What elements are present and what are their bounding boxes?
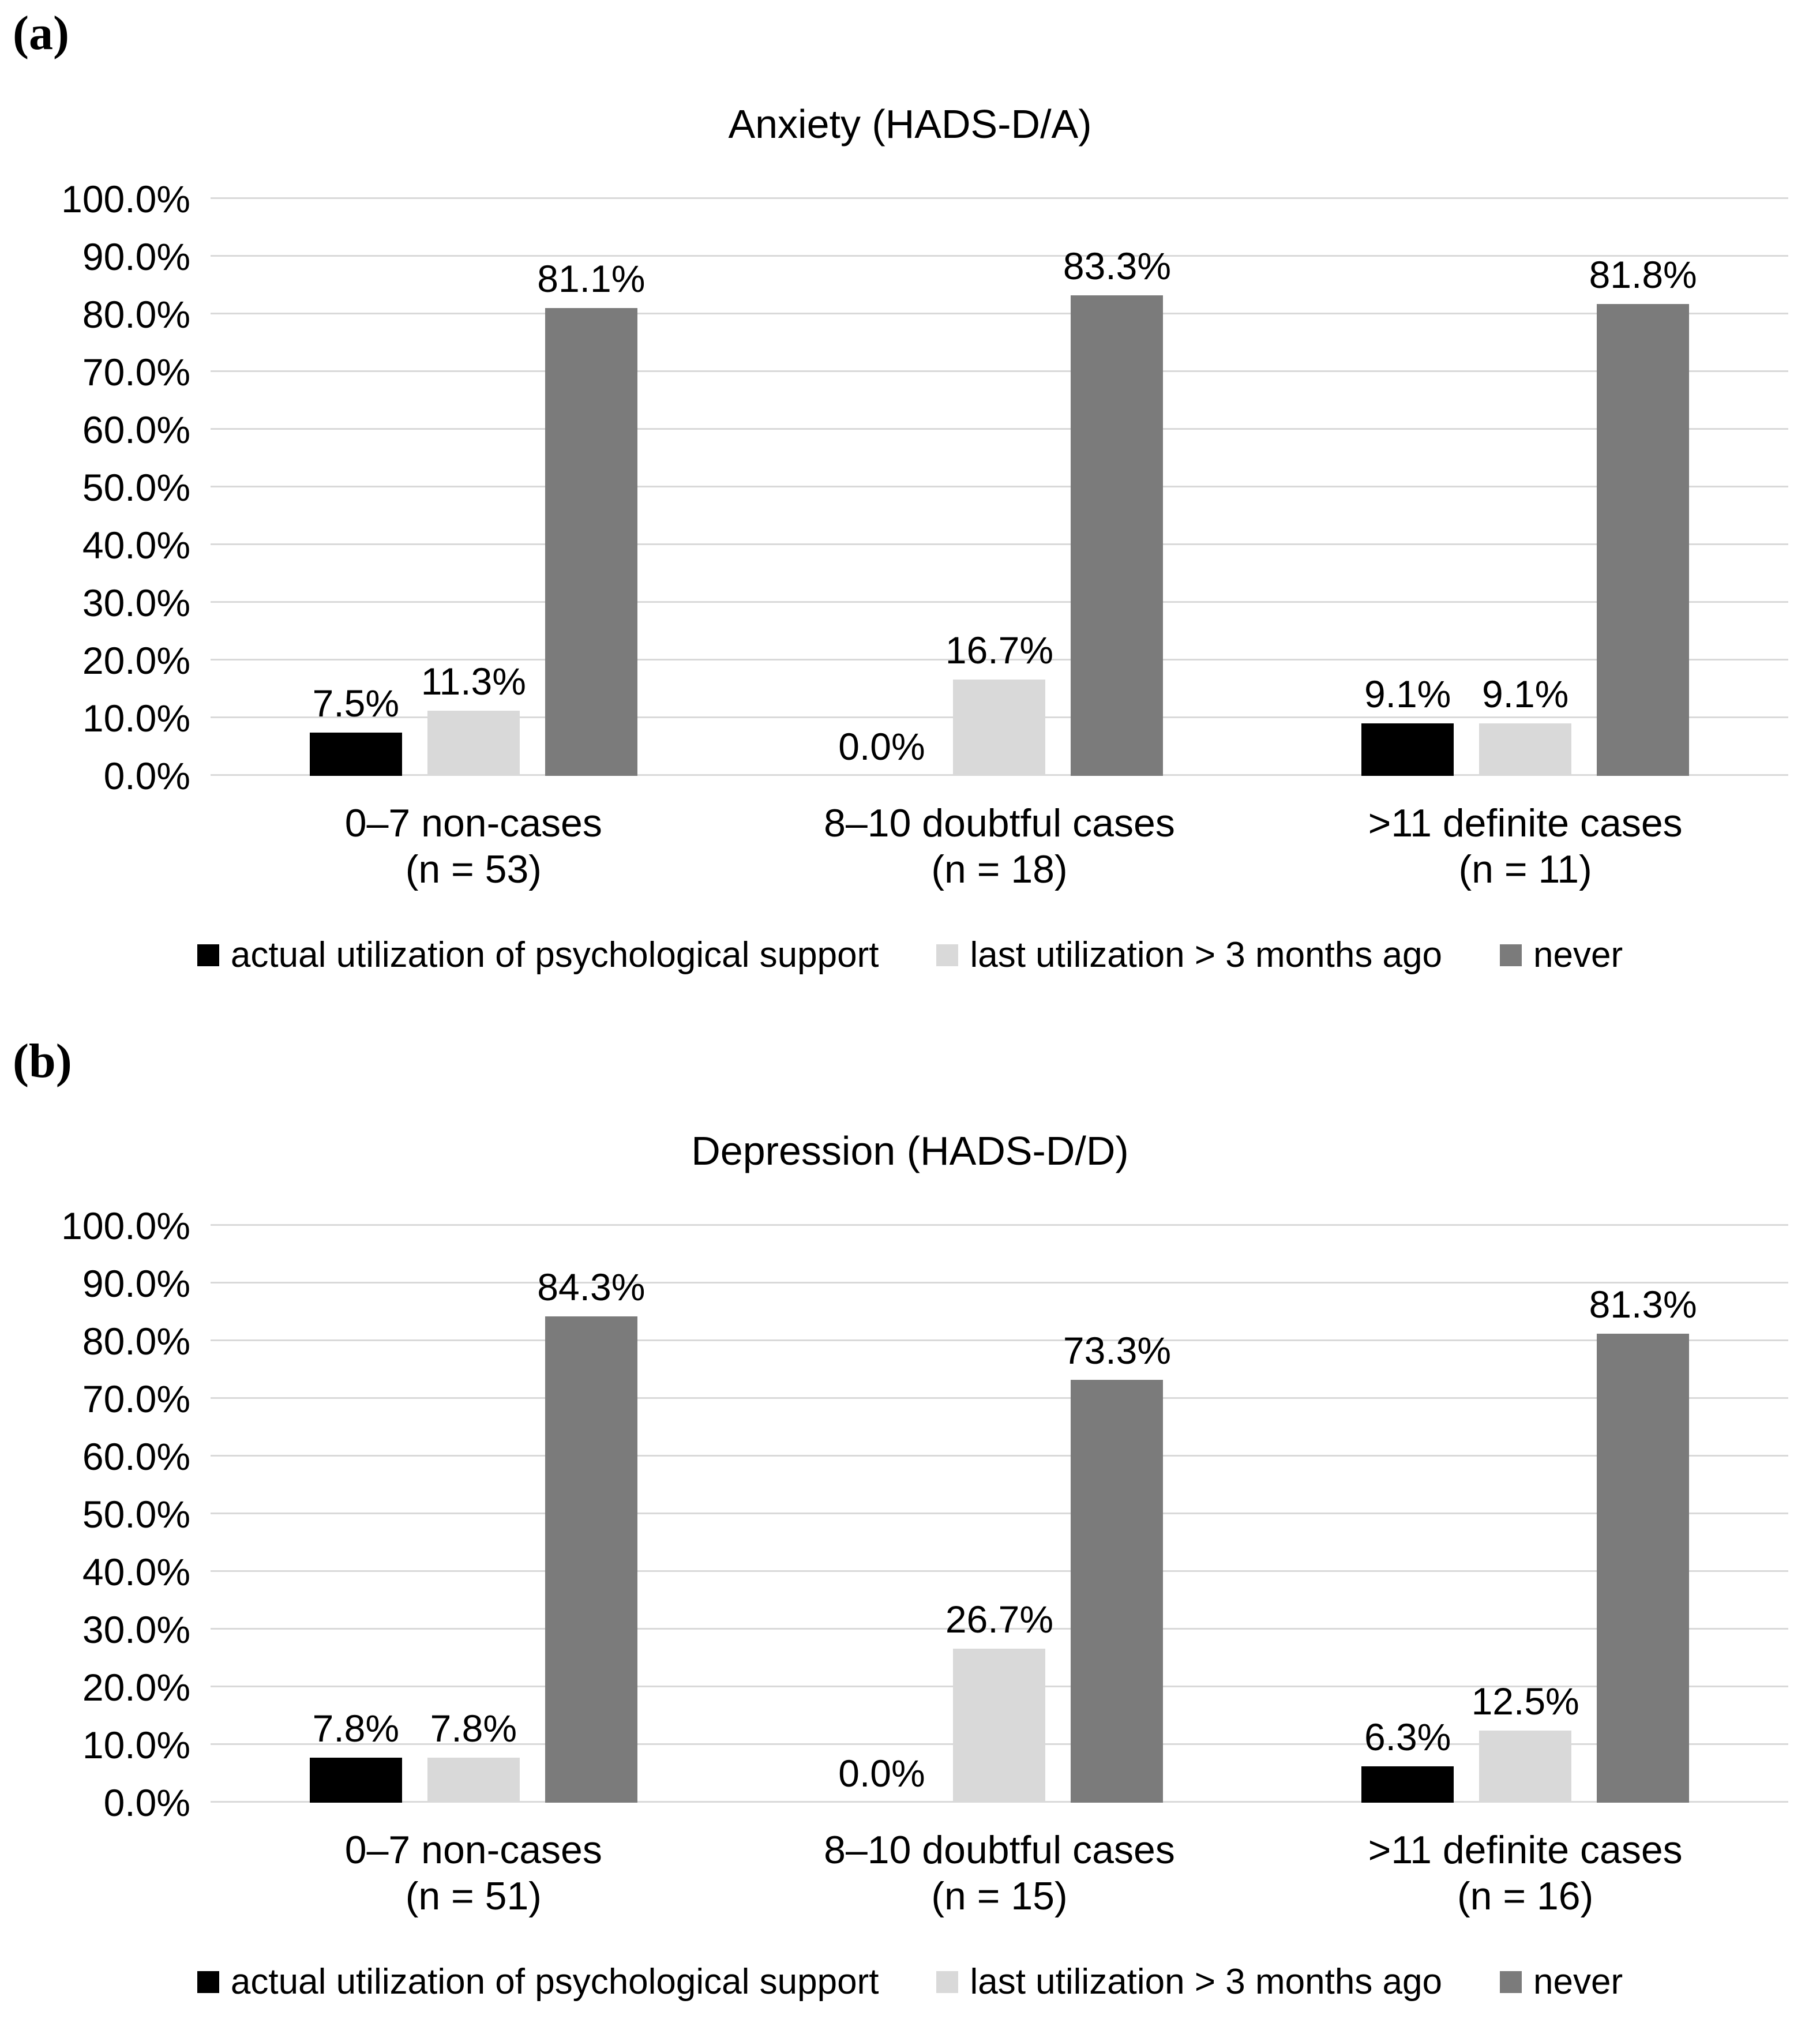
category-label (737, 800, 1263, 892)
legend-label: last utilization > 3 months ago (970, 1962, 1442, 2002)
category-label-line1: 0–7 non-cases (344, 801, 602, 845)
legend-item (936, 937, 1442, 973)
bar-last-utilization (427, 1707, 520, 1803)
legend-item (1500, 937, 1623, 973)
bar-value-label: 12.5% (1471, 1680, 1579, 1722)
category-label-line2: (n = 11) (1458, 847, 1592, 891)
y-tick-label: 30.0% (82, 1608, 190, 1651)
bar-never (1063, 245, 1172, 776)
bar-value-label: 84.3% (537, 1266, 646, 1308)
bar-group (211, 199, 737, 776)
legend-swatch (1500, 1971, 1522, 1993)
y-tick-label: 30.0% (82, 581, 190, 624)
y-tick-label: 10.0% (82, 697, 190, 740)
bar-last-utilization (945, 1598, 1054, 1803)
category-label-line1: 8–10 doubtful cases (824, 1828, 1175, 1872)
bar-value-label: 0.0% (838, 725, 925, 768)
category-label (1262, 1827, 1788, 1919)
category-label-line2: (n = 18) (931, 847, 1068, 891)
bar-value-label: 0.0% (838, 1752, 925, 1795)
bar-value-label: 6.3% (1364, 1716, 1451, 1758)
y-tick-label: 60.0% (82, 1435, 190, 1478)
legend-item (1500, 1964, 1623, 2000)
bar-never (537, 1266, 646, 1803)
category-label-line1: 8–10 doubtful cases (824, 801, 1175, 845)
y-tick-label: 70.0% (82, 351, 190, 393)
bar-group (1262, 199, 1788, 776)
category-label-line2: (n = 15) (931, 1874, 1068, 1918)
bar-never (537, 257, 646, 776)
legend-swatch (1500, 944, 1522, 966)
category-label-line2: (n = 16) (1457, 1874, 1594, 1918)
legend-label: never (1533, 1962, 1623, 2002)
y-tick-label: 90.0% (82, 235, 190, 278)
bar-value-label: 26.7% (945, 1598, 1054, 1641)
category-label (1262, 800, 1788, 892)
bar-actual-utilization (310, 682, 402, 776)
y-tick-label: 50.0% (82, 1493, 190, 1536)
bar-never (1589, 1283, 1697, 1803)
legend-label: actual utilization of psychological support (230, 1962, 879, 2002)
bar-group (1262, 1226, 1788, 1803)
y-tick-label: 0.0% (103, 755, 190, 797)
category-label-line2: (n = 51) (405, 1874, 542, 1918)
y-tick-label: 10.0% (82, 1724, 190, 1766)
bar-value-label: 11.3% (421, 660, 526, 703)
panel-b-label: (b) (13, 1034, 72, 1088)
legend-depression (0, 1964, 1820, 2000)
bar-value-label: 73.3% (1063, 1329, 1172, 1372)
chart-area-depression (0, 1204, 1820, 1824)
category-label-line2: (n = 53) (405, 847, 542, 891)
category-label (211, 1827, 737, 1919)
bar-value-label: 83.3% (1063, 245, 1172, 287)
legend-label: never (1533, 935, 1623, 975)
bar-value-label: 9.1% (1364, 673, 1451, 715)
legend-swatch (936, 944, 958, 966)
bar-value-label: 7.8% (312, 1707, 400, 1750)
bar-last-utilization (1471, 1680, 1579, 1803)
y-tick-label: 90.0% (82, 1262, 190, 1305)
bar-last-utilization (421, 660, 526, 776)
legend-swatch (197, 944, 219, 966)
category-label (737, 1827, 1263, 1919)
plot-area-anxiety (211, 199, 1788, 776)
bar-value-label: 81.8% (1589, 253, 1697, 296)
bar-never (1063, 1329, 1172, 1803)
category-label (211, 800, 737, 892)
panel-depression (0, 1010, 1820, 2019)
y-tick-label: 100.0% (61, 178, 190, 220)
bar-last-utilization (1479, 673, 1571, 776)
y-tick-label: 0.0% (103, 1781, 190, 1824)
bar-last-utilization (945, 629, 1054, 776)
bar-value-label: 7.5% (312, 682, 400, 725)
legend-label: last utilization > 3 months ago (970, 935, 1442, 975)
bar-actual-utilization (1361, 1716, 1454, 1803)
panel-a-label: (a) (13, 6, 69, 60)
chart-area-anxiety (0, 178, 1820, 797)
x-axis-anxiety (0, 800, 1820, 892)
legend-anxiety (0, 937, 1820, 973)
y-axis-depression (0, 1204, 211, 1824)
bar-value-label: 81.3% (1589, 1283, 1697, 1326)
bar-value-label: 16.7% (945, 629, 1054, 671)
bar-value-label: 7.8% (430, 1707, 517, 1750)
y-tick-label: 50.0% (82, 466, 190, 509)
legend-item (197, 1964, 879, 2000)
plot-area-depression (211, 1226, 1788, 1803)
y-tick-label: 40.0% (82, 1551, 190, 1593)
y-tick-label: 70.0% (82, 1378, 190, 1420)
legend-label: actual utilization of psychological support (230, 935, 879, 975)
bar-group (211, 1226, 737, 1803)
chart-title-depression: Depression (HADS-D/D) (691, 1128, 1129, 1173)
bar-group (737, 1226, 1263, 1803)
y-tick-label: 60.0% (82, 408, 190, 451)
bar-actual-utilization (310, 1707, 402, 1803)
chart-title-anxiety: Anxiety (HADS-D/A) (728, 102, 1092, 147)
y-tick-label: 80.0% (82, 1320, 190, 1363)
y-tick-label: 40.0% (82, 524, 190, 566)
legend-item (936, 1964, 1442, 2000)
x-axis-depression (0, 1827, 1820, 1919)
bar-group (737, 199, 1263, 776)
y-axis-anxiety (0, 178, 211, 797)
legend-swatch (936, 1971, 958, 1993)
y-tick-label: 100.0% (61, 1204, 190, 1247)
bar-actual-utilization (1361, 673, 1454, 776)
category-label-line1: >11 definite cases (1368, 801, 1683, 845)
legend-swatch (197, 1971, 219, 1993)
category-label-line1: 0–7 non-cases (344, 1828, 602, 1872)
bar-never (1589, 253, 1697, 776)
bar-value-label: 9.1% (1481, 673, 1569, 715)
y-tick-label: 20.0% (82, 639, 190, 682)
y-tick-label: 80.0% (82, 293, 190, 336)
y-tick-label: 20.0% (82, 1666, 190, 1709)
legend-item (197, 937, 879, 973)
category-label-line1: >11 definite cases (1368, 1828, 1683, 1872)
bar-value-label: 81.1% (537, 257, 646, 300)
